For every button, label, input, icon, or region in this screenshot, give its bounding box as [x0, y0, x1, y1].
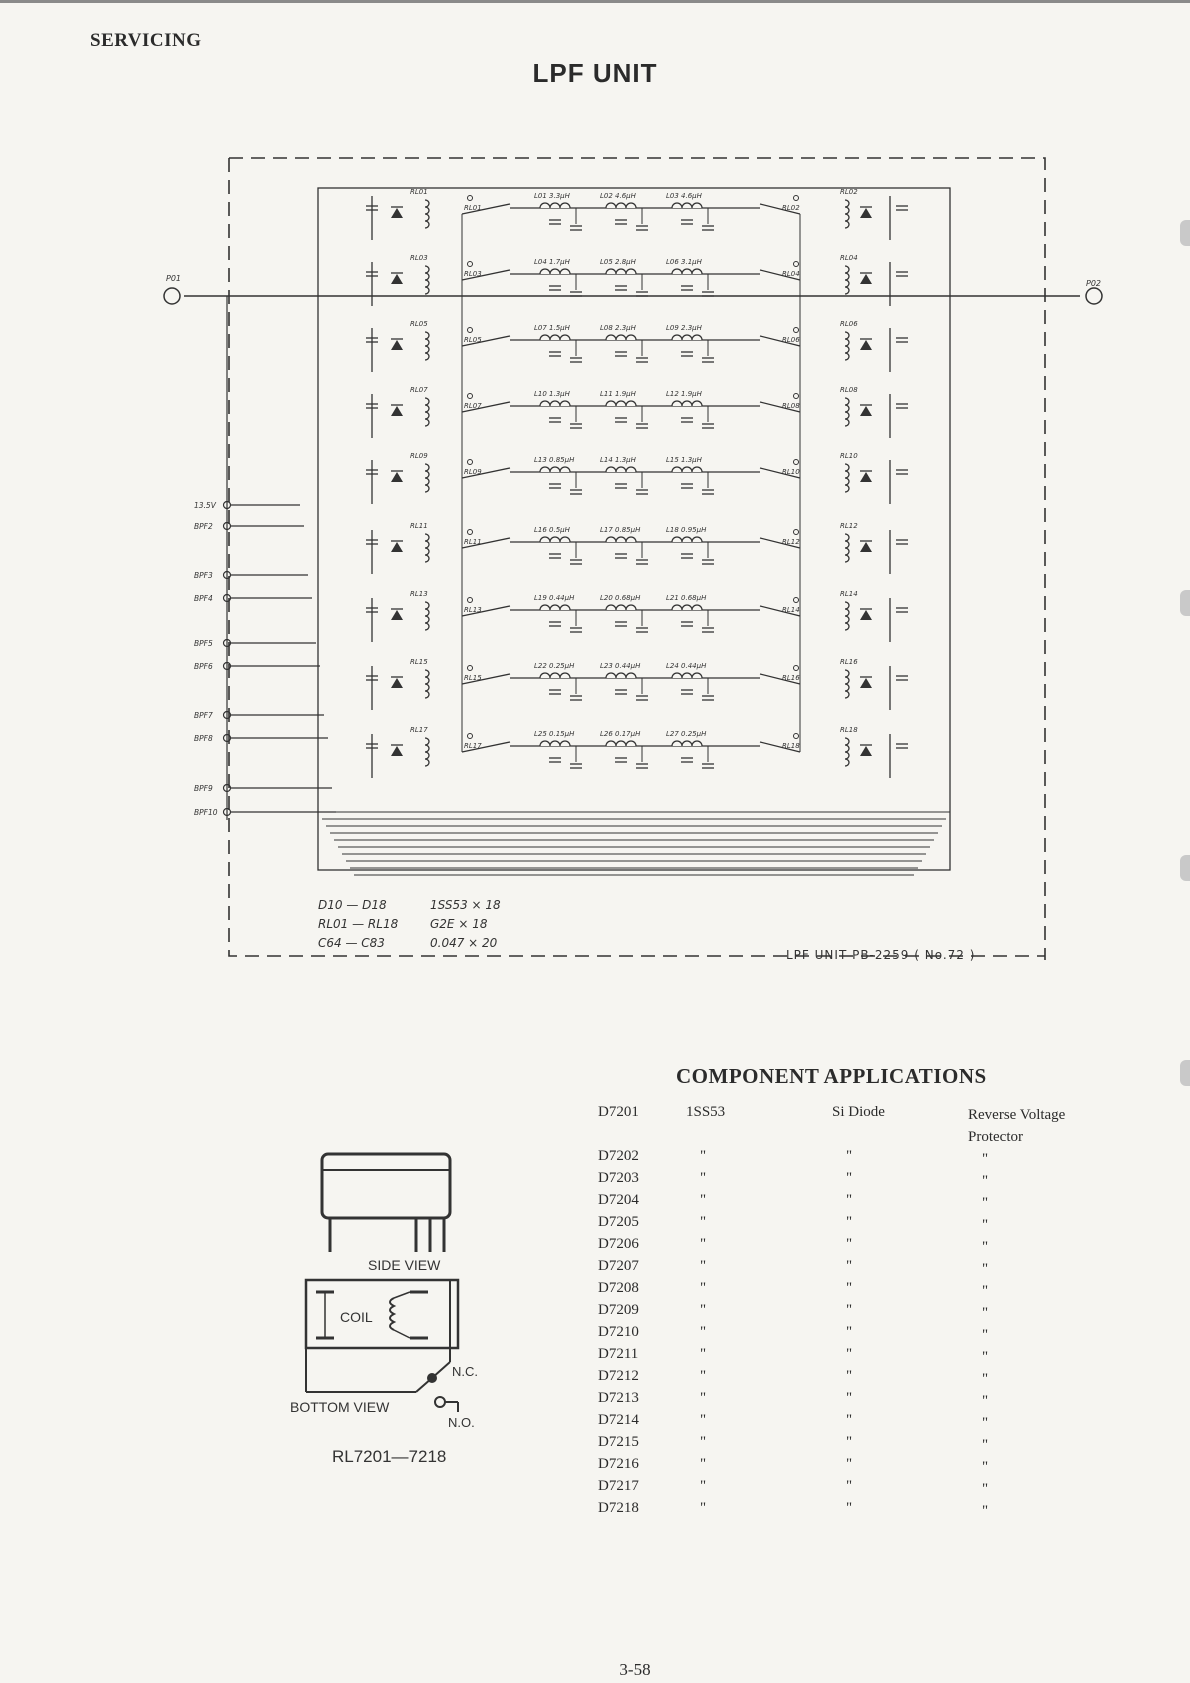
diode-symbol — [391, 678, 403, 688]
relay-contact — [468, 734, 473, 739]
contact-arm — [416, 1378, 432, 1392]
connector-pin-label: 13.5V — [194, 501, 216, 510]
inductor-symbol — [606, 335, 636, 340]
connector-pin-label: BPF7 — [194, 711, 213, 720]
table-cell: " — [700, 1412, 707, 1428]
table-cell: " — [846, 1192, 853, 1208]
relay-coil-label: RL16 — [840, 658, 858, 666]
unit-caption: LPF UNIT PB-2259 ( No.72 ) — [786, 948, 976, 962]
table-cell: D7211 — [598, 1346, 639, 1362]
table-cell: " — [700, 1192, 707, 1208]
relay-switch-label: RL11 — [464, 538, 482, 546]
table-cell: " — [982, 1393, 989, 1409]
table-cell: " — [982, 1327, 989, 1343]
connector-pin-label: BPF10 — [194, 808, 218, 817]
table-row — [598, 1412, 1122, 1434]
inductor-symbol — [540, 401, 570, 406]
table-cell: " — [846, 1324, 853, 1340]
table-cell: D7209 — [598, 1302, 639, 1318]
note-row — [318, 896, 501, 915]
table-cell: " — [700, 1500, 707, 1516]
table-row — [598, 1434, 1122, 1456]
table-cell: D7204 — [598, 1192, 639, 1208]
relay-coil-label: RL08 — [840, 386, 858, 394]
diode-symbol — [860, 746, 872, 756]
inductor-symbol — [672, 605, 702, 610]
relay-coil-symbol — [425, 332, 429, 360]
table-row — [598, 1500, 1122, 1522]
table-cell: " — [700, 1456, 707, 1472]
diode-symbol — [391, 542, 403, 552]
table-cell: " — [982, 1151, 989, 1167]
table-cell: D7212 — [598, 1368, 639, 1384]
inductor-symbol — [606, 401, 636, 406]
inductor-label: L15 1.3μH — [666, 456, 702, 464]
table-cell: D7202 — [598, 1148, 639, 1164]
no-label: N.O. — [448, 1415, 475, 1430]
relay-coil-symbol — [845, 266, 849, 294]
relay-coil-label: RL10 — [840, 452, 858, 460]
relay-contact — [794, 328, 799, 333]
relay-coil-symbol — [845, 200, 849, 228]
inductor-label: L11 1.9μH — [600, 390, 636, 398]
relay-contact — [794, 666, 799, 671]
connector-pin-label: BPF9 — [194, 784, 213, 793]
table-cell: D7207 — [598, 1258, 639, 1274]
component-applications-table — [598, 1104, 1122, 1522]
diode-symbol — [860, 472, 872, 482]
connector-pin-label: BPF6 — [194, 662, 213, 671]
table-row — [598, 1236, 1122, 1258]
relay-part-number: RL7201—7218 — [332, 1447, 447, 1466]
relay-contact — [468, 530, 473, 535]
relay-switch-label: RL13 — [464, 606, 482, 614]
inductor-symbol — [540, 269, 570, 274]
relay-contact — [468, 394, 473, 399]
inductor-symbol — [672, 467, 702, 472]
page-edge-mark — [1180, 590, 1190, 616]
table-cell: " — [982, 1415, 989, 1431]
relay-switch-label: RL02 — [782, 204, 800, 212]
note-right: G2E × 18 — [430, 917, 488, 931]
table-cell: " — [982, 1459, 989, 1475]
relay-switch-label: RL14 — [782, 606, 800, 614]
relay-contact — [794, 530, 799, 535]
connector-pin-label: BPF8 — [194, 734, 213, 743]
inductor-symbol — [606, 605, 636, 610]
diode-symbol — [391, 340, 403, 350]
contact-lead — [432, 1362, 450, 1378]
relay-coil-label: RL04 — [840, 254, 858, 262]
table-cell: " — [846, 1412, 853, 1428]
table-cell: Reverse Voltage Protector — [968, 1107, 1066, 1145]
relay-body — [322, 1154, 450, 1218]
note-right: 0.047 × 20 — [430, 936, 498, 950]
table-cell: D7208 — [598, 1280, 639, 1296]
relay-coil-label: RL12 — [840, 522, 858, 530]
inductor-symbol — [540, 203, 570, 208]
relay-contact — [468, 262, 473, 267]
table-cell: " — [700, 1258, 707, 1274]
diode-symbol — [860, 274, 872, 284]
relay-drawing — [290, 1140, 520, 1480]
inductor-symbol — [672, 537, 702, 542]
inductor-label: L19 0.44μH — [534, 594, 575, 602]
inductor-symbol — [540, 537, 570, 542]
relay-coil-label: RL14 — [840, 590, 858, 598]
inductor-label: L09 2.3μH — [666, 324, 702, 332]
inductor-label: L21 0.68μH — [666, 594, 707, 602]
table-cell: " — [982, 1261, 989, 1277]
table-cell: D7213 — [598, 1390, 639, 1406]
table-cell: " — [700, 1346, 707, 1362]
relay-contact — [794, 598, 799, 603]
coil-lead — [394, 1292, 410, 1298]
table-cell: " — [700, 1302, 707, 1318]
table-cell: 1SS53 — [686, 1104, 726, 1120]
relay-switch-label: RL04 — [782, 270, 800, 278]
schematic-notes — [318, 896, 501, 953]
diode-symbol — [860, 340, 872, 350]
section-label: SERVICING — [90, 30, 202, 51]
relay-coil-label: RL05 — [410, 320, 428, 328]
table-cell: " — [846, 1148, 853, 1164]
note-row — [318, 934, 501, 953]
note-left: C64 — C83 — [318, 936, 385, 950]
inductor-label: L03 4.6μH — [666, 192, 702, 200]
relay-coil-symbol — [425, 398, 429, 426]
note-left: D10 — D18 — [318, 898, 387, 912]
relay-contact — [468, 666, 473, 671]
table-row — [598, 1478, 1122, 1500]
relay-coil-symbol — [425, 738, 429, 766]
table-cell: " — [982, 1503, 989, 1519]
table-cell: D7205 — [598, 1214, 639, 1230]
diode-symbol — [391, 274, 403, 284]
relay-coil-symbol — [425, 266, 429, 294]
inductor-symbol — [672, 269, 702, 274]
diode-symbol — [860, 610, 872, 620]
table-cell: D7215 — [598, 1434, 639, 1450]
inductor-symbol — [606, 741, 636, 746]
component-applications-heading: COMPONENT APPLICATIONS — [676, 1064, 987, 1088]
inductor-label: L10 1.3μH — [534, 390, 570, 398]
port-p02-label: P02 — [1086, 279, 1102, 288]
relay-contact — [794, 460, 799, 465]
relay-coil-symbol — [425, 200, 429, 228]
table-cell: " — [982, 1283, 989, 1299]
relay-contact — [468, 328, 473, 333]
diode-symbol — [391, 610, 403, 620]
connector-pin-label: BPF4 — [194, 594, 213, 603]
relay-switch-label: RL18 — [782, 742, 800, 750]
page-edge-mark — [1180, 1060, 1190, 1086]
relay-coil-label: RL07 — [410, 386, 428, 394]
relay-coil-label: RL11 — [410, 522, 428, 530]
relay-coil-label: RL09 — [410, 452, 428, 460]
relay-switch-label: RL05 — [464, 336, 482, 344]
table-row — [598, 1258, 1122, 1280]
relay-switch-label: RL17 — [464, 742, 482, 750]
relay-coil-symbol — [845, 738, 849, 766]
relay-coil-symbol — [425, 534, 429, 562]
relay-coil-symbol — [845, 534, 849, 562]
table-cell: " — [846, 1434, 853, 1450]
table-cell: " — [982, 1371, 989, 1387]
inductor-symbol — [672, 673, 702, 678]
relay-switch-label: RL12 — [782, 538, 800, 546]
inductor-label: L02 4.6μH — [600, 192, 636, 200]
table-cell: " — [846, 1456, 853, 1472]
relay-switch-label: RL07 — [464, 402, 482, 410]
table-cell: " — [700, 1368, 707, 1384]
table-cell: " — [700, 1434, 707, 1450]
table-row — [598, 1390, 1122, 1412]
relay-switch-label: RL06 — [782, 336, 800, 344]
diode-symbol — [391, 208, 403, 218]
relay-coil-symbol — [845, 670, 849, 698]
table-row — [598, 1192, 1122, 1214]
table-cell: " — [846, 1302, 853, 1318]
diode-symbol — [860, 542, 872, 552]
relay-switch-label: RL01 — [464, 204, 482, 212]
relay-contact — [794, 262, 799, 267]
table-cell: " — [982, 1437, 989, 1453]
page-title: LPF UNIT — [532, 58, 658, 88]
relay-switch-label: RL08 — [782, 402, 800, 410]
relay-contact — [794, 394, 799, 399]
table-row — [598, 1148, 1122, 1170]
relay-switch-label: RL15 — [464, 674, 482, 682]
table-cell: D7203 — [598, 1170, 639, 1186]
table-cell: " — [982, 1173, 989, 1189]
table-row — [598, 1302, 1122, 1324]
diode-symbol — [860, 406, 872, 416]
inductor-label: L23 0.44μH — [600, 662, 641, 670]
inductor-label: L05 2.8μH — [600, 258, 636, 266]
port-p01-label: P01 — [166, 274, 182, 283]
table-cell: " — [700, 1170, 707, 1186]
table-cell: " — [700, 1148, 707, 1164]
table-row — [598, 1456, 1122, 1478]
diode-symbol — [391, 472, 403, 482]
table-cell: D7210 — [598, 1324, 639, 1340]
table-cell: " — [982, 1239, 989, 1255]
inductor-label: L06 3.1μH — [666, 258, 702, 266]
page-number: 3-58 — [619, 1660, 651, 1679]
table-cell: D7218 — [598, 1500, 639, 1516]
port-p02-symbol — [1086, 288, 1102, 304]
inductor-label: L22 0.25μH — [534, 662, 575, 670]
table-row — [598, 1368, 1122, 1390]
table-cell: " — [982, 1217, 989, 1233]
coil-lead — [394, 1330, 410, 1338]
inductor-symbol — [606, 269, 636, 274]
table-cell: " — [982, 1195, 989, 1211]
inductor-label: L01 3.3μH — [534, 192, 570, 200]
table-cell: " — [846, 1478, 853, 1494]
table-cell: " — [846, 1500, 853, 1516]
relay-switch-label: RL10 — [782, 468, 800, 476]
table-cell: D7216 — [598, 1456, 639, 1472]
diode-symbol — [860, 678, 872, 688]
inductor-label: L18 0.95μH — [666, 526, 707, 534]
relay-coil-label: RL02 — [840, 188, 858, 196]
relay-contact — [794, 196, 799, 201]
inductor-label: L16 0.5μH — [534, 526, 570, 534]
relay-switch-label: RL09 — [464, 468, 482, 476]
relay-coil-symbol — [845, 464, 849, 492]
inductor-symbol — [606, 673, 636, 678]
relay-coil-label: RL03 — [410, 254, 428, 262]
inductor-label: L20 0.68μH — [600, 594, 641, 602]
inductor-symbol — [606, 203, 636, 208]
note-row — [318, 915, 501, 934]
table-cell: " — [846, 1170, 853, 1186]
diode-symbol — [391, 746, 403, 756]
inductor-symbol — [540, 673, 570, 678]
table-cell: " — [846, 1280, 853, 1296]
inductor-symbol — [540, 335, 570, 340]
relay-coil-symbol — [845, 398, 849, 426]
table-cell: " — [846, 1236, 853, 1252]
inductor-label: L24 0.44μH — [666, 662, 707, 670]
relay-coil-label: RL13 — [410, 590, 428, 598]
inductor-symbol — [606, 537, 636, 542]
inductor-label: L13 0.85μH — [534, 456, 575, 464]
table-cell: " — [700, 1390, 707, 1406]
relay-coil-symbol — [425, 602, 429, 630]
page-edge-mark — [1180, 220, 1190, 246]
table-cell: " — [846, 1214, 853, 1230]
inductor-symbol — [672, 203, 702, 208]
table-row — [598, 1214, 1122, 1236]
table-cell: D7217 — [598, 1478, 639, 1494]
table-cell: " — [982, 1481, 989, 1497]
table-cell: " — [700, 1324, 707, 1340]
diode-symbol — [860, 208, 872, 218]
no-contact — [435, 1397, 445, 1407]
side-view-label: SIDE VIEW — [368, 1257, 441, 1273]
table-row — [598, 1104, 1122, 1148]
inductor-label: L17 0.85μH — [600, 526, 641, 534]
inductor-label: L12 1.9μH — [666, 390, 702, 398]
relay-switch-label: RL16 — [782, 674, 800, 682]
inductor-symbol — [540, 741, 570, 746]
relay-switch-label: RL03 — [464, 270, 482, 278]
inductor-symbol — [606, 467, 636, 472]
inductor-label: L04 1.7μH — [534, 258, 570, 266]
table-cell: " — [700, 1478, 707, 1494]
coil-symbol — [390, 1298, 394, 1330]
table-cell: Si Diode — [832, 1104, 885, 1120]
inductor-symbol — [672, 335, 702, 340]
connector-pin-label: BPF5 — [194, 639, 213, 648]
table-cell: " — [846, 1346, 853, 1362]
nc-label: N.C. — [452, 1364, 478, 1379]
page-edge-mark — [1180, 855, 1190, 881]
note-left: RL01 — RL18 — [318, 917, 399, 931]
connector-pin-label: BPF2 — [194, 522, 213, 531]
relay-coil-label: RL06 — [840, 320, 858, 328]
relay-contact — [468, 460, 473, 465]
inductor-label: L14 1.3μH — [600, 456, 636, 464]
relay-coil-symbol — [845, 332, 849, 360]
inductor-label: L08 2.3μH — [600, 324, 636, 332]
table-row — [598, 1324, 1122, 1346]
table-cell: " — [982, 1305, 989, 1321]
inductor-symbol — [672, 401, 702, 406]
table-row — [598, 1346, 1122, 1368]
relay-coil-label: RL18 — [840, 726, 858, 734]
table-cell: D7201 — [598, 1104, 639, 1120]
table-row — [598, 1170, 1122, 1192]
table-cell: " — [700, 1214, 707, 1230]
inductor-symbol — [672, 741, 702, 746]
relay-coil-symbol — [425, 670, 429, 698]
table-cell: " — [846, 1368, 853, 1384]
relay-contact — [468, 598, 473, 603]
bottom-view-label: BOTTOM VIEW — [290, 1399, 390, 1415]
inductor-symbol — [540, 467, 570, 472]
table-cell: " — [846, 1390, 853, 1406]
relay-coil-label: RL17 — [410, 726, 428, 734]
table-cell: " — [846, 1258, 853, 1274]
relay-coil-symbol — [845, 602, 849, 630]
inductor-label: L07 1.5μH — [534, 324, 570, 332]
coil-label: COIL — [340, 1309, 373, 1325]
diode-symbol — [391, 406, 403, 416]
relay-coil-label: RL01 — [410, 188, 428, 196]
table-cell: " — [700, 1280, 707, 1296]
table-cell: D7206 — [598, 1236, 639, 1252]
table-cell: " — [700, 1236, 707, 1252]
inductor-label: L25 0.15μH — [534, 730, 575, 738]
inductor-label: L26 0.17μH — [600, 730, 641, 738]
port-p01-symbol — [164, 288, 180, 304]
table-cell: " — [982, 1349, 989, 1365]
relay-contact — [468, 196, 473, 201]
relay-coil-label: RL15 — [410, 658, 428, 666]
relay-coil-symbol — [425, 464, 429, 492]
table-cell: D7214 — [598, 1412, 639, 1428]
note-right: 1SS53 × 18 — [430, 898, 501, 912]
relay-contact — [794, 734, 799, 739]
inductor-label: L27 0.25μH — [666, 730, 707, 738]
inductor-symbol — [540, 605, 570, 610]
connector-pin-label: BPF3 — [194, 571, 213, 580]
table-row — [598, 1280, 1122, 1302]
